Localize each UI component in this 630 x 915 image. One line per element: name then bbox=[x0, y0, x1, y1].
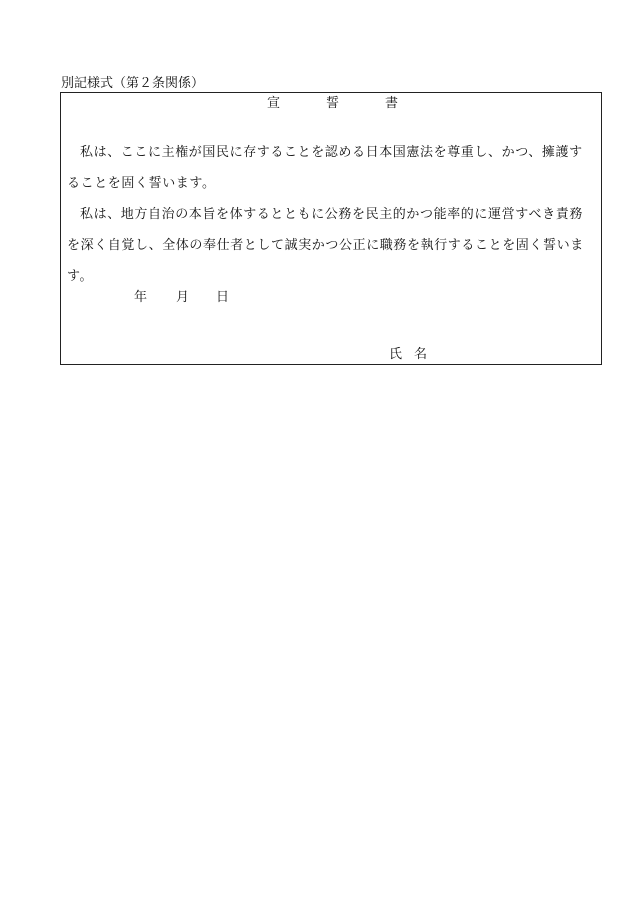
title-char-2: 誓 bbox=[326, 96, 340, 111]
date-year-label: 年 bbox=[134, 290, 148, 305]
oath-document-box bbox=[60, 92, 602, 365]
name-label-char-2: 名 bbox=[414, 347, 428, 362]
document-title bbox=[61, 95, 601, 113]
date-month-label: 月 bbox=[176, 290, 190, 305]
oath-paragraph-2: 私は、地方自治の本旨を体するとともに公務を民主的かつ能率的に運営すべき責務を深く自覚し、全体の奉仕者として誠実かつ公正に職務を執行することを固く誓います。 bbox=[67, 207, 584, 284]
title-char-3: 書 bbox=[385, 96, 399, 111]
oath-paragraph-1: 私は、ここに主権が国民に存することを認める日本国憲法を尊重し、かつ、擁護することを固く誓います。 bbox=[67, 145, 583, 191]
date-day-label: 日 bbox=[216, 290, 230, 305]
form-label: 別記様式（第２条関係） bbox=[61, 76, 205, 91]
signature-name-line bbox=[389, 347, 427, 363]
date-line bbox=[61, 290, 601, 306]
title-char-1: 宣 bbox=[267, 96, 281, 111]
name-label-char-1: 氏 bbox=[389, 347, 403, 362]
